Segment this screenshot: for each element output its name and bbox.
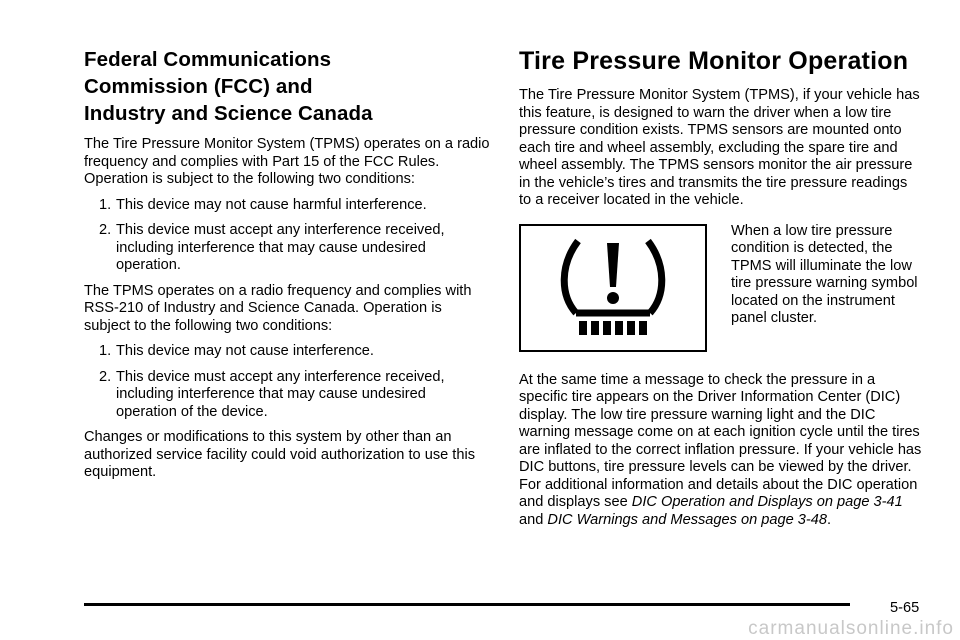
fcc-conditions-list <box>84 197 490 275</box>
left-column <box>84 46 490 490</box>
figure-caption: When a low tire pressure condition is detected, the TPMS will illuminate the low tire pressure warning symbol located on the instrument panel cluster. <box>731 222 918 326</box>
tpms-operation-heading: Tire Pressure Monitor Operation <box>519 47 909 75</box>
warning-symbol-figure <box>519 224 923 352</box>
fcc-heading: Federal Communications Commission (FCC) and Industry and Science Canada <box>84 48 373 125</box>
list-item: 2. This device must accept any interference received, including interference that may cause undesired operation of the device. <box>99 368 445 420</box>
footer-rule <box>84 603 850 606</box>
list-item: 1. This device may not cause interference. <box>99 343 374 359</box>
rss-paragraph: The TPMS operates on a radio frequency and complies with RSS-210 of Industry and Science Canada. Operation is subject to the following two conditions: <box>84 282 472 334</box>
low-tire-pressure-warning-icon <box>558 233 668 343</box>
watermark: carmanualsonline.info <box>748 618 954 639</box>
dic-warnings-link[interactable]: DIC Warnings and Messages on page 3-48 <box>547 511 828 528</box>
fcc-intro-paragraph: The Tire Pressure Monitor System (TPMS) operates on a radio frequency and complies with Part 15 of the FCC Rules. Operation is subject to the following two conditions: <box>84 136 490 187</box>
dic-operation-link[interactable]: DIC Operation and Displays on page 3-41 <box>631 494 903 510</box>
right-column <box>519 46 923 537</box>
page-number: 5-65 <box>890 600 920 616</box>
rss-conditions-list <box>84 343 490 421</box>
dic-paragraph: At the same time a message to check the pressure in a specific tire appears on the Driver Information Center (DIC) display. The low tire pressure warning light and the DIC warning message come on at each ignition cycle until the tires are inflated to the correct inflation pressure. If your vehicle has DIC buttons, tire pressure levels can be viewed by the driver. For additional information and details about the DIC operation and displays see DIC Operation and Displays on page 3-41 and DIC Warnings and Messages on page 3-48. <box>519 371 922 528</box>
tpms-intro-paragraph: The Tire Pressure Monitor System (TPMS), if your vehicle has this feature, is designed to warn the driver when a low tire pressure condition exists. TPMS sensors are mounted onto each tire and wheel assembly, excluding the spare tire and wheel assembly. The TPMS sensors monitor the air pressure in the vehicle’s tires and transmits the tire pressure readings to a receiver located in the vehicle. <box>519 87 920 208</box>
modifications-paragraph: Changes or modifications to this system by other than an authorized service facility could void authorization to use this equipment. <box>84 429 475 480</box>
list-item: 2. This device must accept any interference received, including interference that may cause undesired operation. <box>99 222 445 273</box>
warning-symbol-box <box>519 224 707 352</box>
list-item: 1. This device may not cause harmful interference. <box>99 196 427 213</box>
